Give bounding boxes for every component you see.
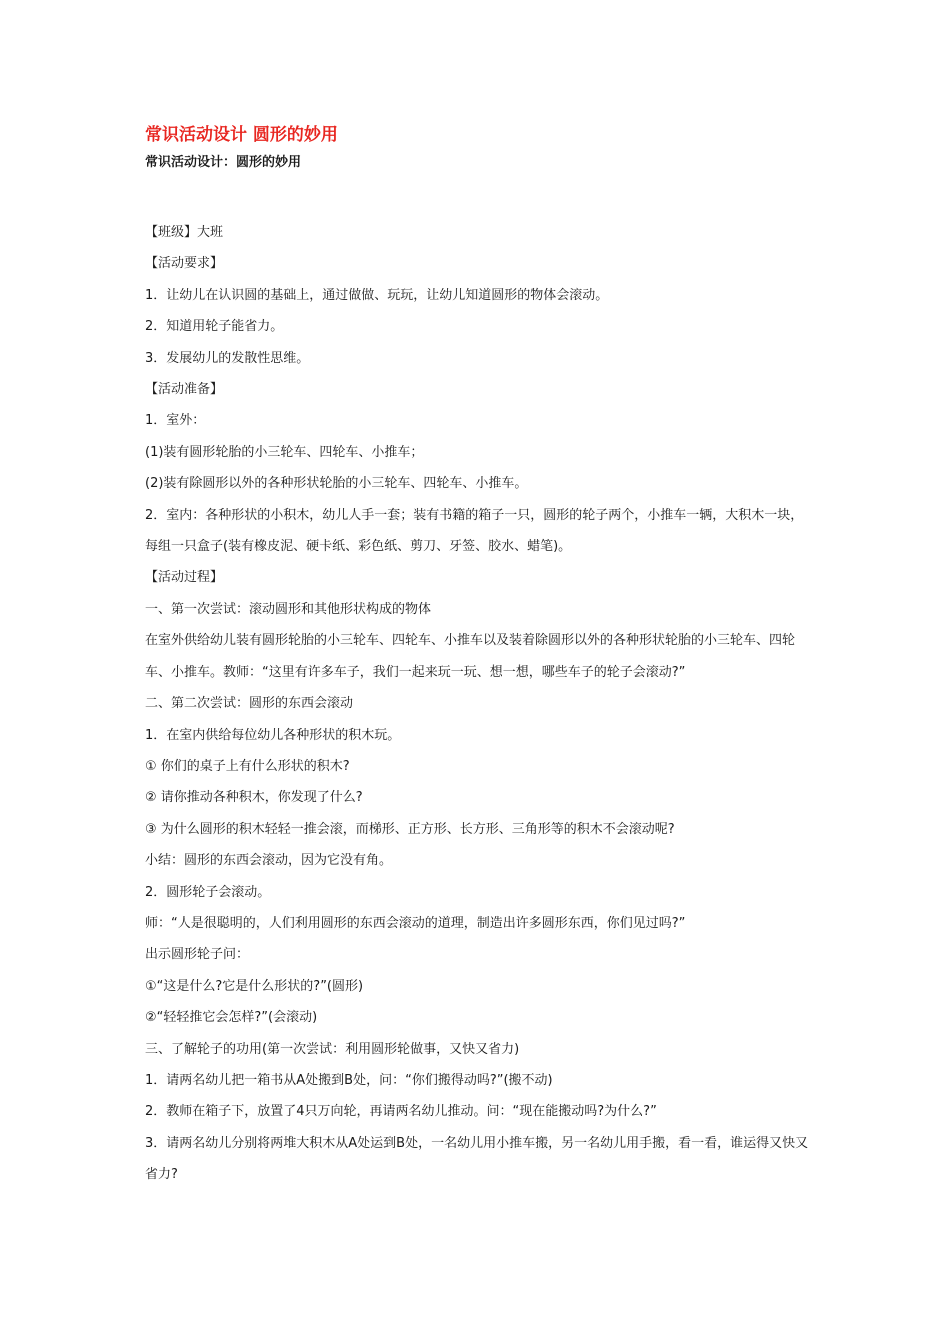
paragraph-step-2-item-2: 2．圆形轮子会滚动。 — [145, 884, 271, 900]
paragraph-requirements-heading: 【活动要求】 — [145, 256, 224, 272]
paragraph-outdoor: 1．室外： — [145, 413, 206, 429]
document-title: 常识活动设计 圆形的妙用 — [145, 125, 338, 145]
paragraph-teacher-quote: 师：“人是很聪明的，人们利用圆形的东西会滚动的道理，制造出许多圆形东西，你们见过吗?” — [145, 915, 686, 931]
paragraph-show-wheel: 出示圆形轮子问： — [145, 947, 250, 963]
paragraph-preparation-heading: 【活动准备】 — [145, 382, 224, 398]
paragraph-summary: 小结：圆形的东西会滚动，因为它没有角。 — [145, 853, 393, 869]
document-body — [145, 217, 815, 1191]
paragraph-step-3-title: 三、了解轮子的功用(第一次尝试：利用圆形轮做事，又快又省力) — [145, 1041, 520, 1057]
paragraph-question-3: ③ 为什么圆形的积木轻轻一推会滚，而梯形、正方形、长方形、三角形等的积木不会滚动呢? — [145, 821, 675, 837]
paragraph-step-3-item-3: 3．请两名幼儿分别将两堆大积木从A处运到B处，一名幼儿用小推车搬，另一名幼儿用手搬，看一看，谁运得又快又省力? — [145, 1135, 809, 1183]
paragraph-outdoor-2: (2)装有除圆形以外的各种形状轮胎的小三轮车、四轮车、小推车。 — [145, 476, 528, 492]
paragraph-requirement-2: 2．知道用轮子能省力。 — [145, 319, 284, 335]
paragraph-requirement-1: 1．让幼儿在认识圆的基础上，通过做做、玩玩，让幼儿知道圆形的物体会滚动。 — [145, 287, 609, 303]
paragraph-step-2-title: 二、第二次尝试：圆形的东西会滚动 — [145, 696, 354, 712]
paragraph-question-1: ① 你们的桌子上有什么形状的积木? — [145, 758, 350, 774]
paragraph-step-1-body: 在室外供给幼儿装有圆形轮胎的小三轮车、四轮车、小推车以及装着除圆形以外的各种形状轮胎的小三轮车、四轮车、小推车。教师：“这里有许多车子，我们一起来玩一玩、想一想，哪些车子的轮子会滚动?” — [145, 633, 796, 680]
document-content — [145, 123, 815, 1191]
paragraph-requirement-3: 3．发展幼儿的发散性思维。 — [145, 350, 310, 366]
paragraph-class: 【班级】大班 — [145, 225, 224, 240]
paragraph-wheel-question-1: ①“这是什么?它是什么形状的?”(圆形) — [145, 978, 364, 994]
paragraph-indoor: 2．室内：各种形状的小积木，幼儿人手一套；装有书籍的箱子一只，圆形的轮子两个，小推车一辆，大积木一块，每组一只盒子(装有橡皮泥、硬卡纸、彩色纸、剪刀、牙签、胶水、蜡笔)。 — [145, 507, 804, 555]
paragraph-step-3-item-2: 2．教师在箱子下，放置了4只万向轮，再请两名幼儿推动。问：“现在能搬动吗?为什么?” — [145, 1104, 657, 1120]
paragraph-wheel-question-2: ②“轻轻推它会怎样?”(会滚动) — [145, 1010, 318, 1026]
paragraph-question-2: ② 请你推动各种积木，你发现了什么? — [145, 790, 363, 806]
paragraph-step-1-title: 一、第一次尝试：滚动圆形和其他形状构成的物体 — [145, 601, 432, 617]
paragraph-step-2-item-1: 1．在室内供给每位幼儿各种形状的积木玩。 — [145, 727, 401, 743]
paragraph-process-heading: 【活动过程】 — [145, 570, 224, 586]
paragraph-step-3-item-1: 1．请两名幼儿把一箱书从A处搬到B处，问：“你们搬得动吗?”(搬不动) — [145, 1072, 553, 1088]
paragraph-outdoor-1: (1)装有圆形轮胎的小三轮车、四轮车、小推车； — [145, 444, 424, 460]
document-subtitle: 常识活动设计：圆形的妙用 — [145, 155, 302, 170]
